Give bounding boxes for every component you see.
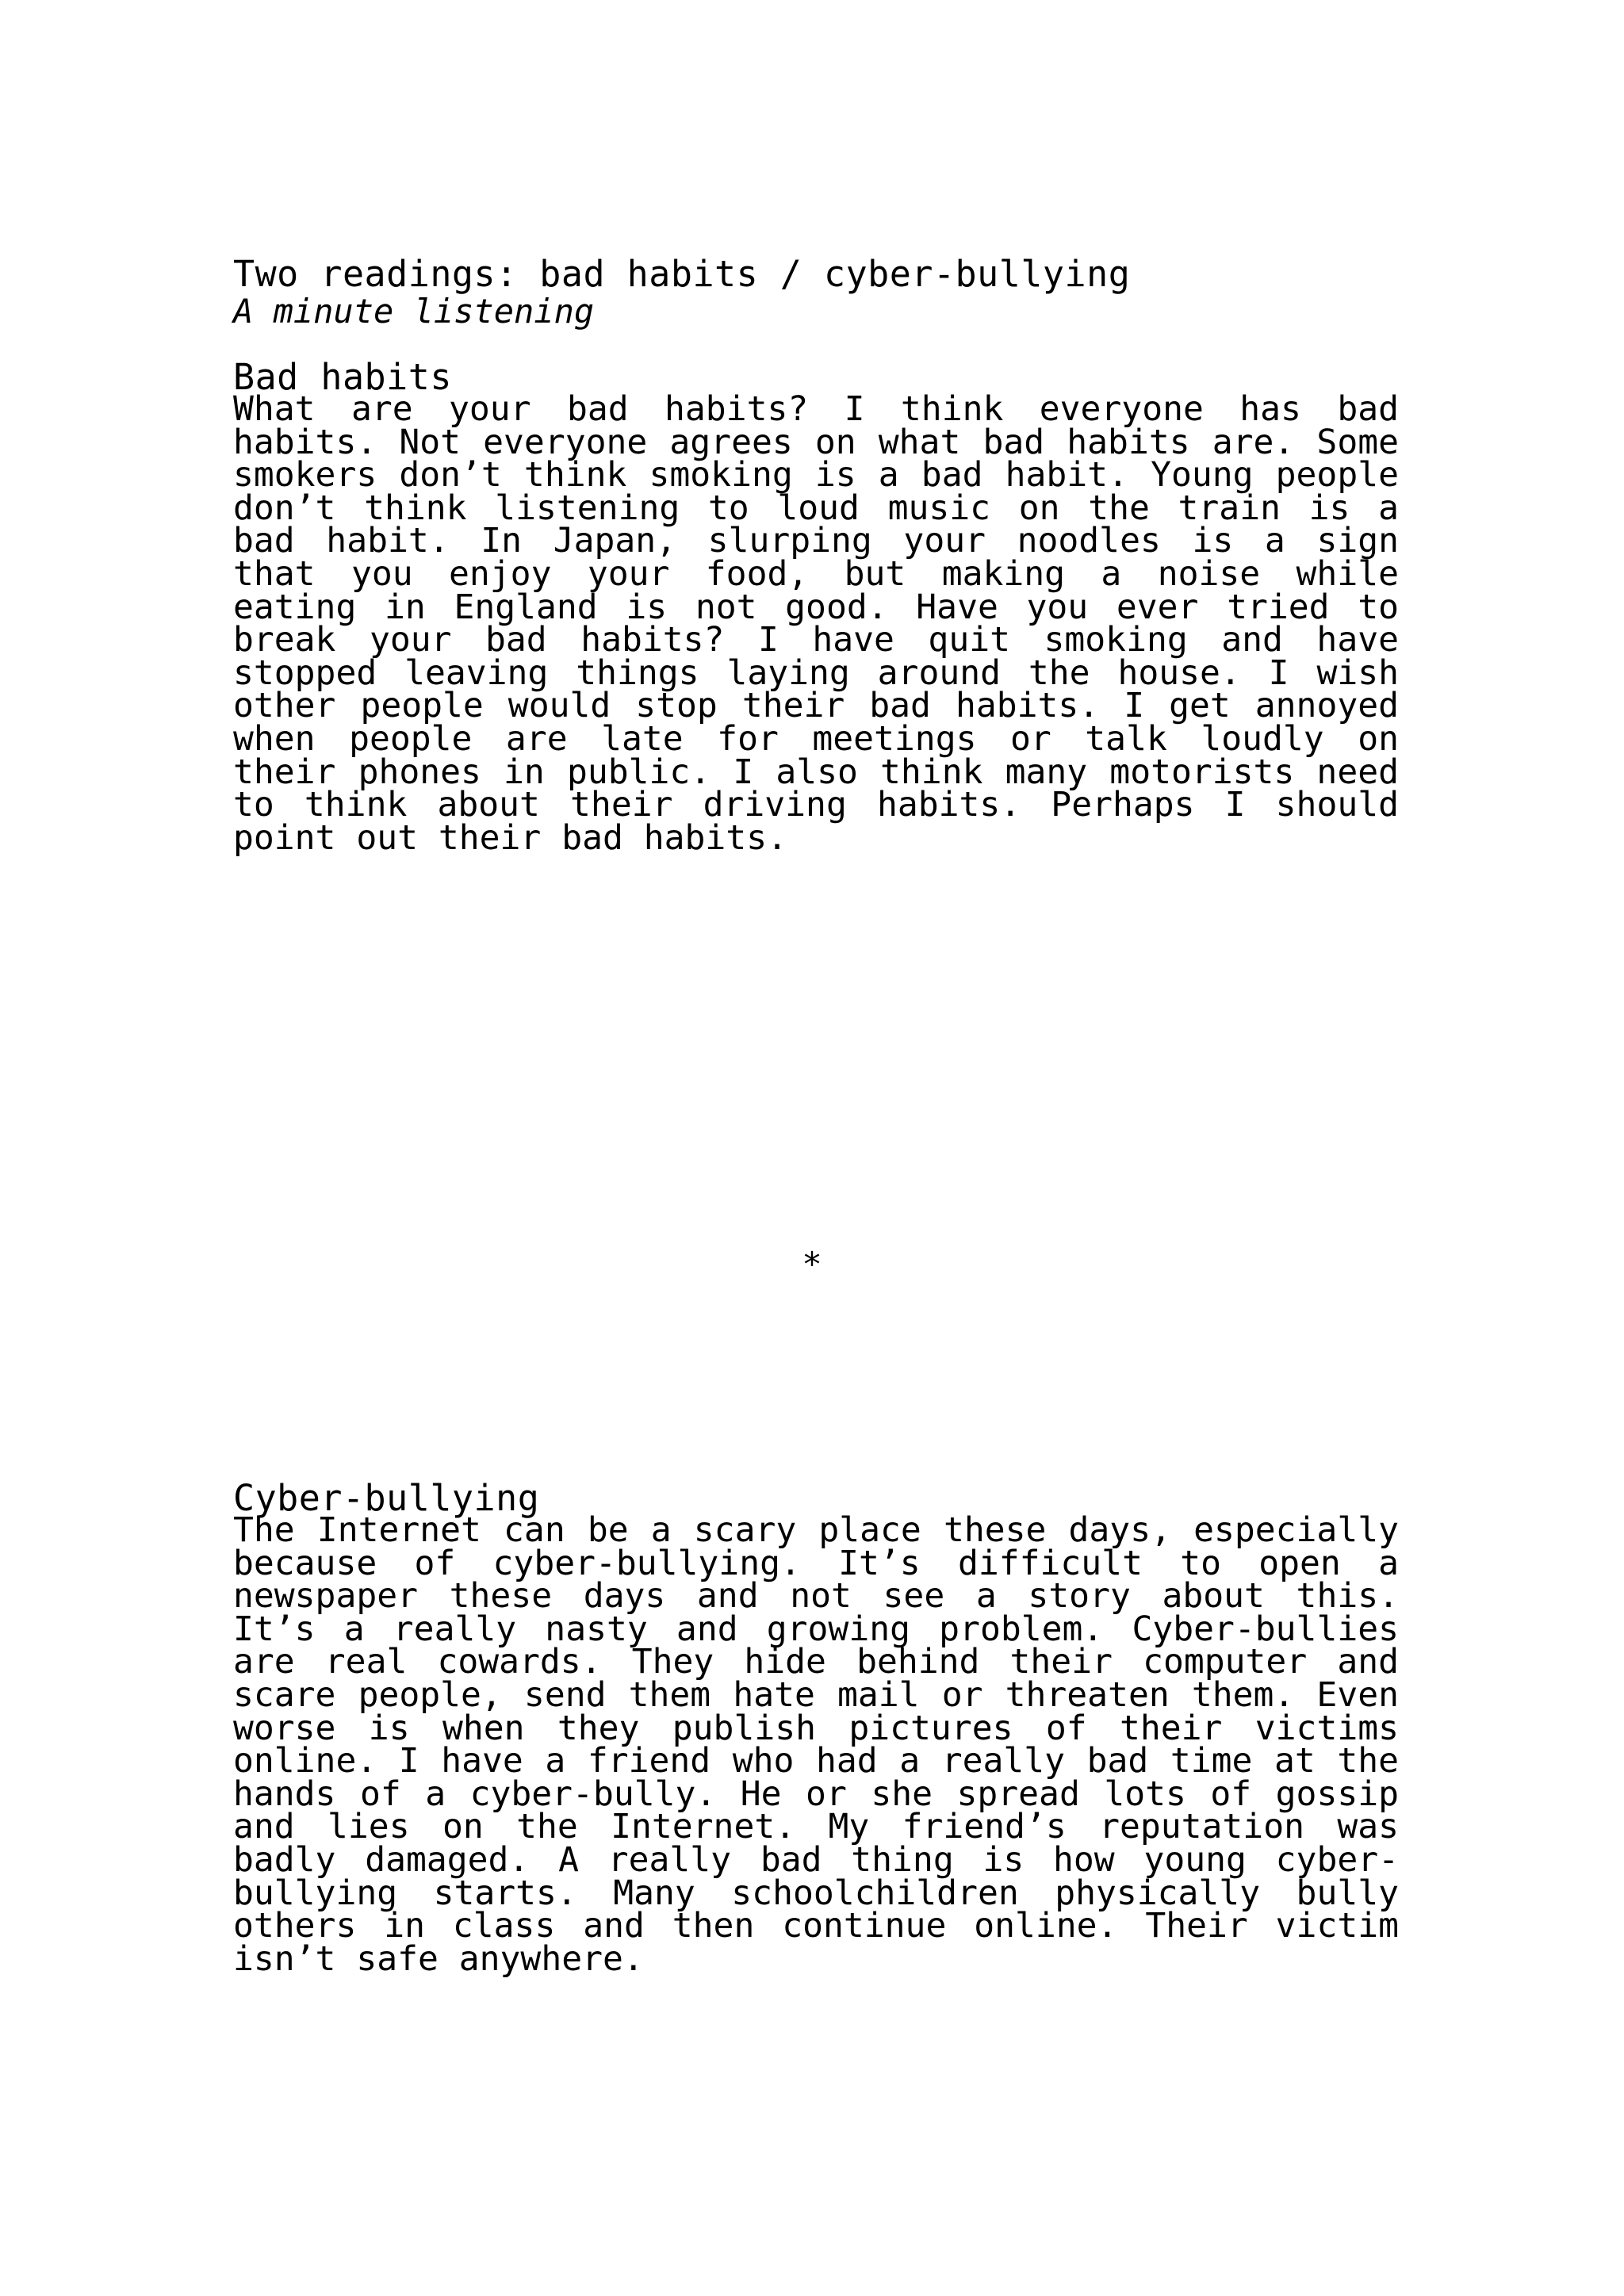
document-title: Two readings: bad habits / cyber-bullying — [233, 253, 1131, 295]
section-body-bad-habits: What are your bad habits? I think everyone has bad habits. Not everyone agrees on what bad habits are. Some smokers don’t think smoking is a bad habit. Young people don’t think listening to loud music on the train is a bad habit. In Japan, slurping your noodles is a sign that you enjoy your food, but making a noise while eating in England is not good. Have you ever tried to break your bad habits? I have quit smoking and have stopped leaving things laying around the house. I wish other people would stop their bad habits. I get annoyed when people are late for meetings or talk loudly on their phones in public. I also think many motorists need to think about their driving habits. Perhaps I should point out their bad habits. — [233, 389, 1399, 858]
section-heading-cyber-bullying: Cyber-bullying — [233, 1477, 540, 1519]
document-subtitle: A minute listening — [233, 292, 595, 331]
section-body-cyber-bullying: The Internet can be a scary place these days, especially because of cyber-bullying. It’s difficult to open a newspaper these days and not see a story about this. It’s a really nasty and growing problem. Cyber-bullies are real cowards. They hide behind their computer and scare people, send them hate mail or threaten them. Even worse is when they publish pictures of their victims online. I have a friend who had a really bad time at the hands of a cyber-bully. He or she spread lots of gossip and lies on the Internet. My friend’s reputation was badly damaged. A really bad thing is how young cyber-bullying starts. Many schoolchildren physically bully others in class and then continue online. Their victim isn’t safe anywhere. — [233, 1510, 1399, 1979]
section-heading-bad-habits: Bad habits — [233, 356, 452, 398]
section-divider: * — [802, 1245, 822, 1284]
